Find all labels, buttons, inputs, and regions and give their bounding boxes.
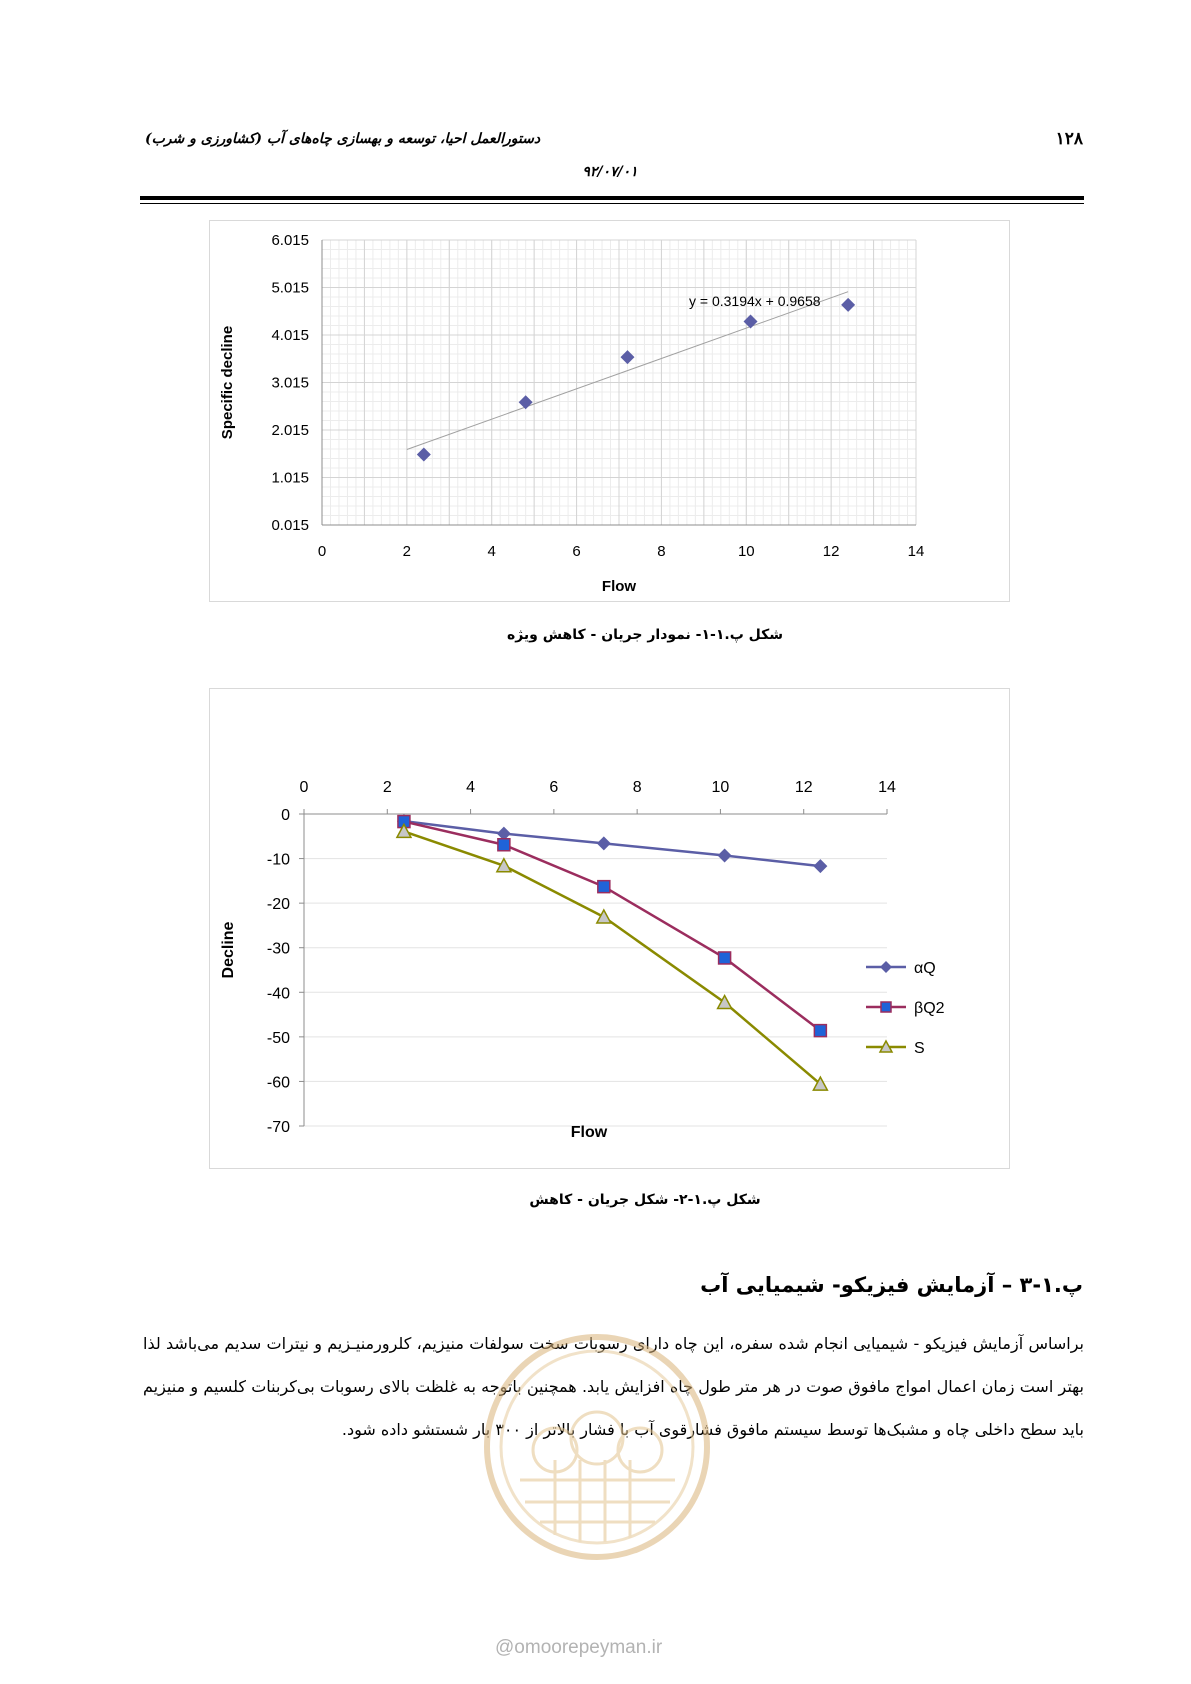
x-tick-label: 4 [466,779,476,796]
x-tick-label: 8 [657,543,666,560]
x-tick-label: 0 [317,543,327,560]
x-tick-label: 0 [299,779,309,796]
header-title: دستورالعمل احیا، توسعه و بهسازی چاه‌های آب (کشاورزی و شرب) [145,131,541,147]
y-tick-label: 4.015 [271,327,309,344]
data-point [519,395,533,409]
x-tick-label: 10 [737,543,755,560]
y-tick-label: -30 [266,940,290,958]
page-number: ۱۲۸ [1055,129,1083,149]
legend-marker [881,1002,891,1012]
data-point [597,836,611,850]
watermark-seal-icon [480,1330,715,1565]
y-tick-label: 5.015 [271,279,309,297]
y-axis-label: Decline [220,921,237,979]
x-tick-label: 12 [794,779,813,796]
x-axis-label: Flow [601,578,637,595]
legend-marker [880,961,892,973]
y-tick-label: 0 [281,807,290,824]
data-point [814,1025,826,1037]
y-tick-label: -70 [266,1119,290,1136]
data-point [841,298,855,312]
data-point [813,859,827,873]
x-tick-label: 10 [711,779,730,796]
y-tick-label: 0.015 [271,517,309,534]
y-tick-label: -20 [266,896,290,914]
data-point [597,910,611,923]
watermark-at-icon: @ [495,1637,515,1658]
series-line [404,821,820,866]
y-tick-label: -10 [266,851,290,869]
header-date: ۹۲/۰۷/۰۱ [582,164,638,180]
chart-frame-decline [209,688,1010,1169]
section-title: پ.۱-۳ – آزمایش فیزیکو- شیمیایی آب [700,1273,1083,1297]
figure2-caption: شکل پ.۱-۲- شکل جریان - کاهش [529,1192,761,1208]
legend-label: αQ [914,960,936,977]
data-point [719,952,731,964]
trendline-equation: y = 0.3194x + 0.9658 [688,293,821,309]
header-rule-thin [140,203,1084,204]
x-tick-label: 6 [549,779,559,796]
specific-decline-chart [210,221,1009,601]
watermark-url [495,1637,662,1659]
data-point [498,839,510,851]
y-axis-label: Specific decline [219,325,236,440]
x-tick-label: 4 [487,543,496,560]
y-tick-label: 3.015 [271,374,309,392]
header-rule [140,196,1084,200]
x-tick-label: 2 [382,779,392,796]
x-tick-label: 12 [822,543,840,560]
data-point [417,447,431,461]
y-tick-label: 1.015 [271,469,309,487]
data-point [744,314,758,328]
series-line [404,831,820,1084]
data-point [718,848,732,862]
y-tick-label: -40 [266,985,290,1003]
legend-label: S [914,1040,925,1057]
body-paragraph: براساس آزمایش فیزیکو - شیمیایی انجام شده سفره، این چاه دارای رسوبات سخت سولفات منیزیم، کلرورمنیـزیم و نیترات سدیم می‌باشد لذا بهتر است زمان اعمال امواج مافوق صوت در هر متر طول چاه افزایش یابد. همچنین باتوجه به غلظت بالای رسوبات بی‌کربنات کلسیم و منیزیم باید سطح داخلی چاه و مشبک‌ها توسط سیستم مافوق فشارقوی آب با فشار بالاتر از ۳۰۰ بار شستشو داده شود. [143,1334,1084,1439]
y-tick-label: -60 [266,1074,290,1092]
data-point [620,350,634,364]
y-tick-label: -50 [266,1029,290,1047]
x-tick-label: 14 [878,779,896,796]
legend-label: βQ2 [914,1000,945,1017]
data-point [598,881,610,893]
x-axis-label: Flow [570,1124,608,1141]
chart-frame-specific-decline [209,220,1010,602]
x-tick-label: 6 [572,543,581,560]
decline-chart [210,689,1009,1168]
data-point [718,996,732,1009]
watermark-url-text: omoorepeyman.ir [514,1637,663,1658]
x-tick-label: 8 [632,779,642,796]
figure1-caption: شکل پ.۱-۱- نمودار جریان - کاهش ویژه [506,627,784,643]
x-tick-label: 14 [907,543,925,560]
y-tick-label: 6.015 [271,232,309,249]
x-tick-label: 2 [402,543,412,560]
y-tick-label: 2.015 [271,422,309,439]
